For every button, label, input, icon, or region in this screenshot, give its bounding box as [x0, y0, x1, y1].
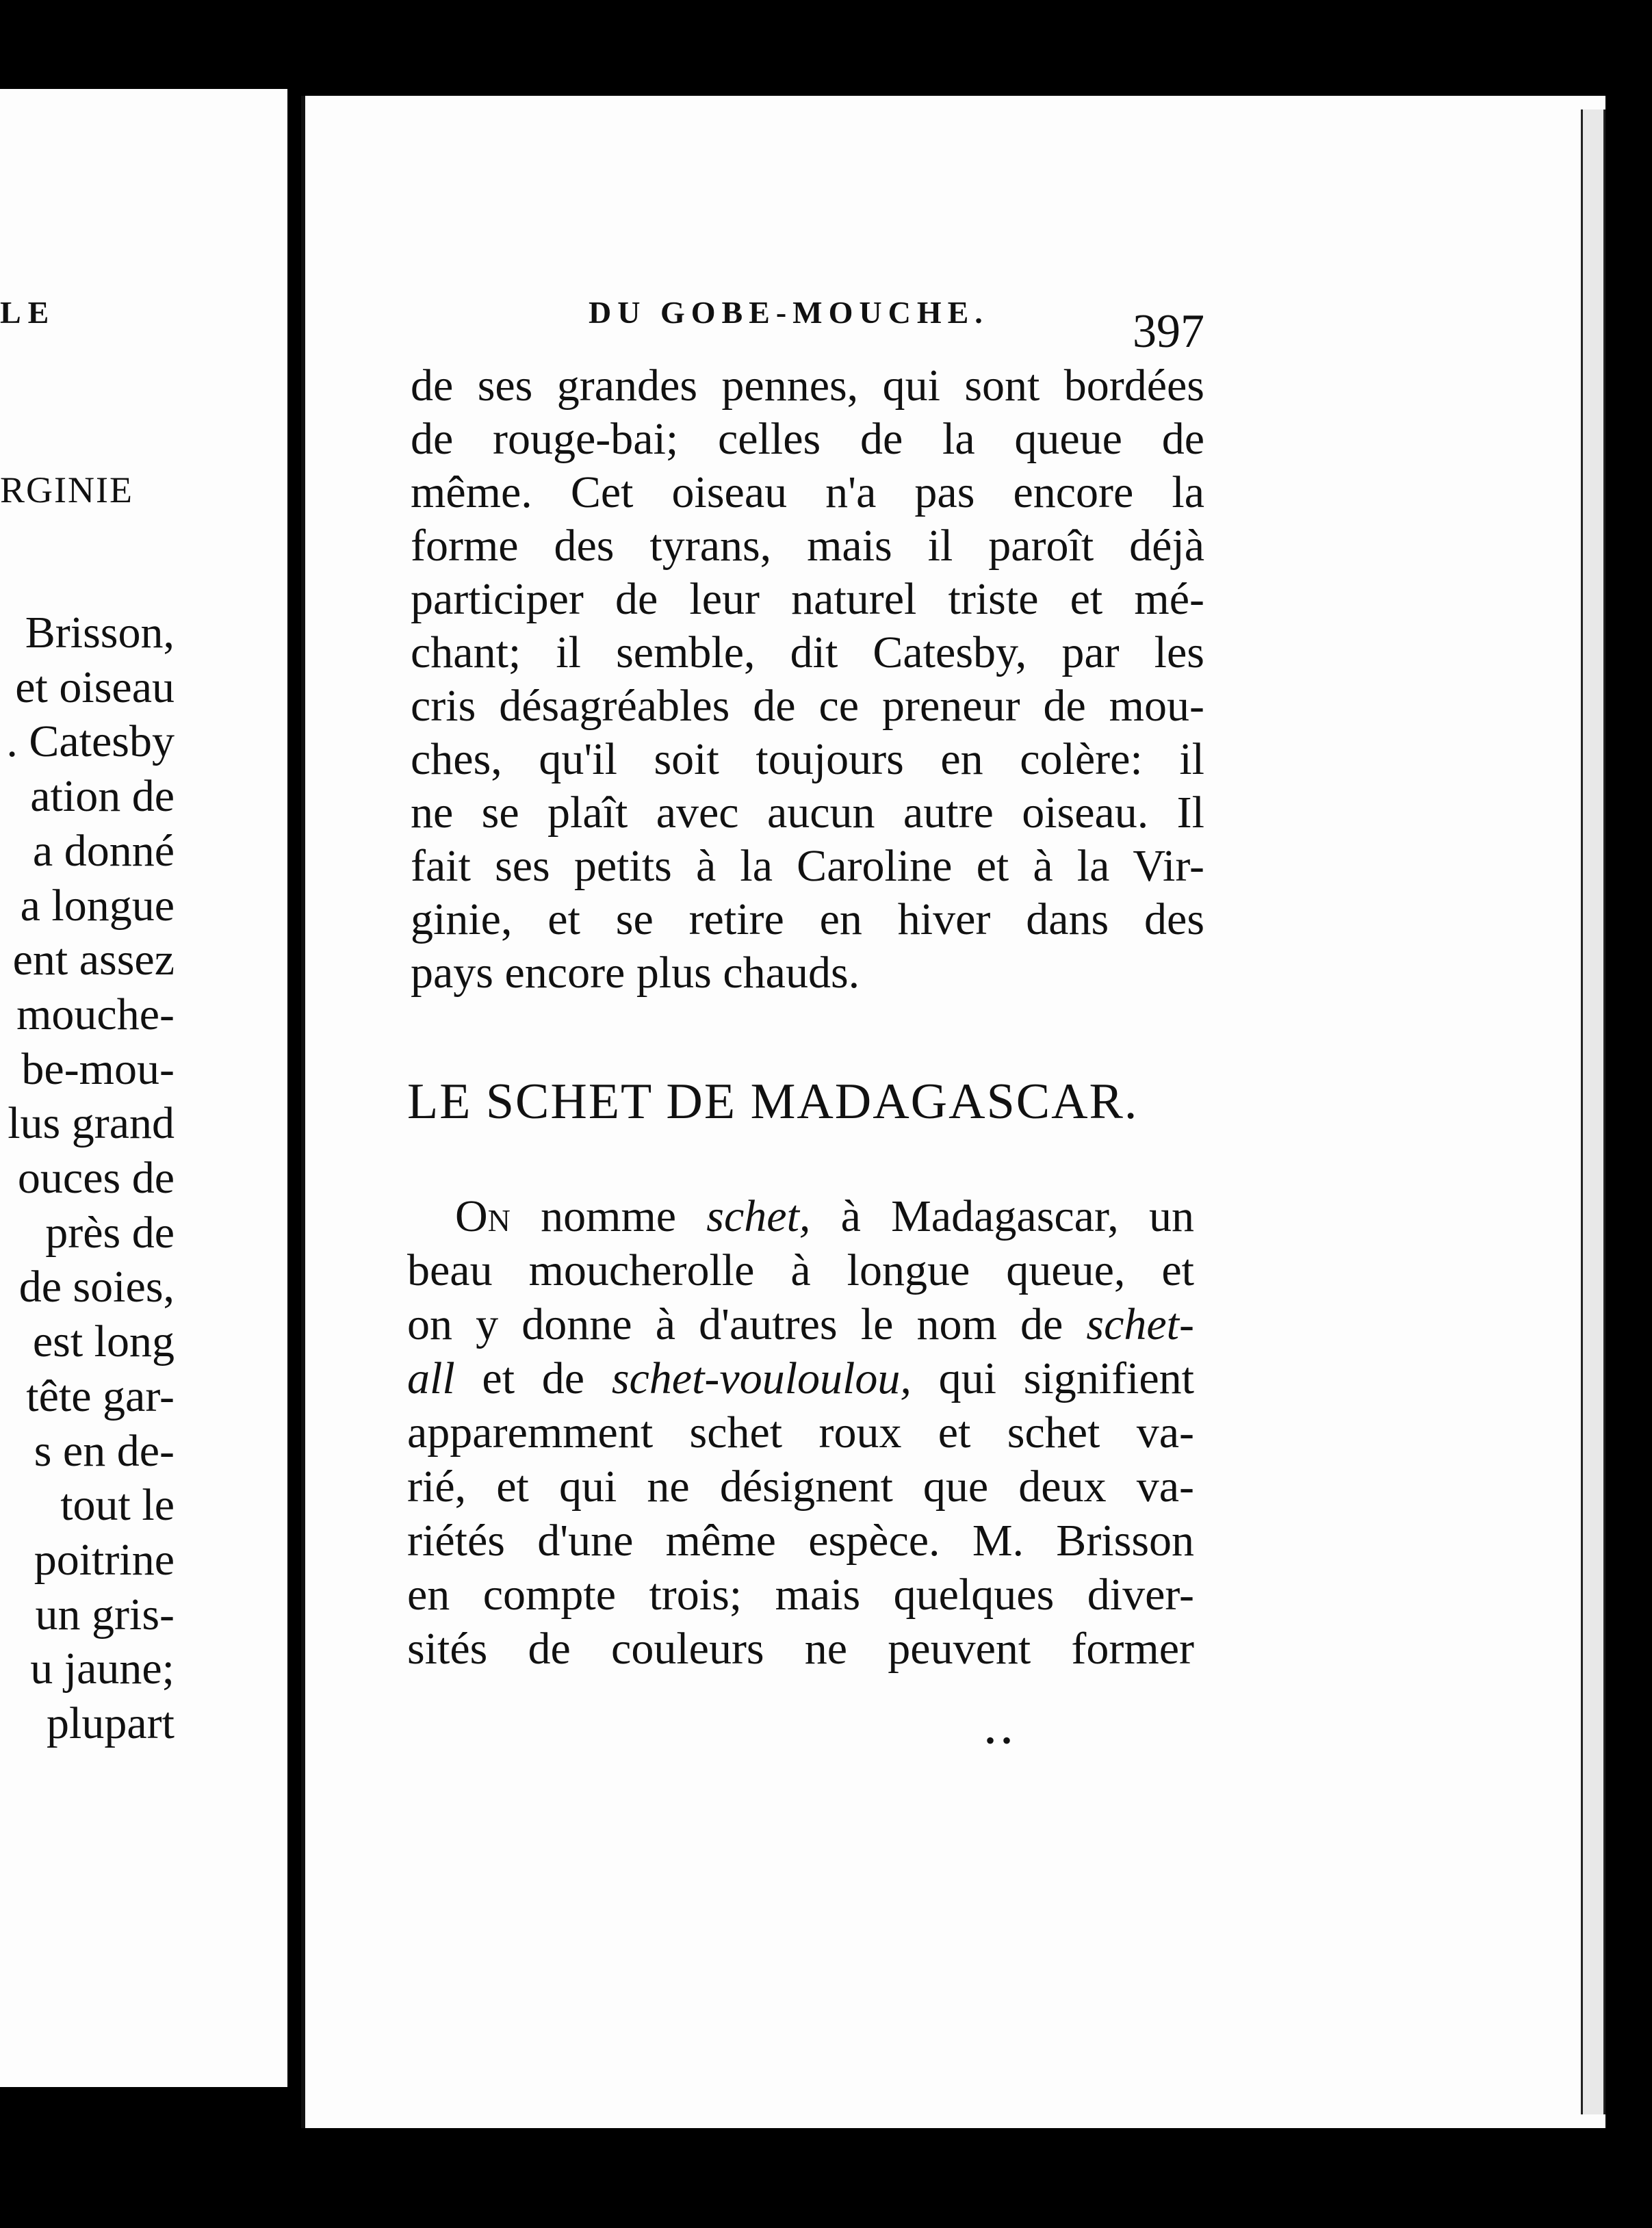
- text-line: participer de leur naturel triste et mé-: [411, 574, 1204, 624]
- text-line: lus grand: [8, 1098, 175, 1149]
- left-running-head: LE: [0, 295, 56, 330]
- text-line: pays encore plus chauds.: [411, 948, 860, 998]
- text-line: de soies,: [18, 1262, 175, 1312]
- text-line: tête gar-: [26, 1371, 175, 1421]
- drop-word: On: [455, 1191, 511, 1241]
- text-line: beau moucherolle à longue queue, et: [407, 1245, 1194, 1295]
- italic-term: schet,: [706, 1191, 811, 1241]
- text-line: sités de couleurs ne peuvent former: [407, 1624, 1194, 1674]
- text-line: près de: [45, 1207, 175, 1258]
- left-text-block: [6, 606, 175, 1751]
- text-line: poitrine: [34, 1534, 175, 1585]
- text-line: ginie, et se retire en hiver dans des: [411, 894, 1204, 944]
- text-line: rié, et qui ne désignent que deux va-: [407, 1462, 1194, 1512]
- text-line: a donné: [32, 825, 175, 876]
- text-line: . Catesby: [6, 716, 175, 767]
- text-run: à Madagascar, un: [810, 1191, 1195, 1241]
- text-line: ent assez: [12, 935, 175, 985]
- text-line: be-mou-: [21, 1044, 175, 1094]
- text-line: et oiseau: [15, 662, 175, 712]
- section-heading: LE SCHET DE MADAGASCAR.: [407, 1074, 1139, 1130]
- text-line: ches, qu'il soit toujours en colère: il: [411, 734, 1204, 784]
- text-line: en compte trois; mais quelques diver-: [407, 1570, 1194, 1620]
- text-line: de rouge-bai; celles de la queue de: [411, 414, 1204, 464]
- italic-term: all: [407, 1353, 455, 1403]
- text-line: de ses grandes pennes, qui sont bordées: [411, 361, 1204, 411]
- text-line: fait ses petits à la Caroline et à la Vir-: [411, 841, 1204, 891]
- page-number: 397: [1133, 305, 1204, 358]
- signature-mark: • •: [985, 1725, 1012, 1756]
- italic-term: schet-: [1086, 1299, 1194, 1349]
- text-run: qui signifient: [911, 1353, 1194, 1403]
- text-line: ouces de: [17, 1153, 175, 1204]
- text-line: cris désagréables de ce preneur de mou-: [411, 681, 1204, 731]
- text-line: tout le: [60, 1480, 175, 1531]
- text-line: a longue: [20, 880, 175, 931]
- text-line: est long: [32, 1317, 175, 1367]
- text-line: chant; il semble, dit Catesby, par les: [411, 627, 1204, 677]
- text-line: [407, 1351, 1194, 1406]
- italic-term: schet-vouloulou,: [611, 1353, 912, 1403]
- text-line: ation de: [30, 771, 175, 822]
- text-run: et de: [454, 1353, 612, 1403]
- text-line: apparemment schet roux et schet va-: [407, 1408, 1194, 1458]
- text-line: même. Cet oiseau n'a pas encore la: [411, 467, 1204, 517]
- running-head: DU GOBE-MOUCHE.: [589, 295, 989, 330]
- left-page: [0, 89, 294, 2087]
- text-line: ne se plaît avec aucun autre oiseau. Il: [411, 788, 1204, 838]
- paragraph-1: [411, 359, 1204, 1000]
- text-run: on y donne à d'autres le nom de: [407, 1299, 1087, 1349]
- text-line: plupart: [47, 1698, 175, 1749]
- text-line: un gris-: [35, 1589, 175, 1640]
- text-line: u jaune;: [30, 1644, 175, 1694]
- text-line: forme des tyrans, mais il paroît déjà: [411, 521, 1204, 571]
- text-line: Brisson,: [25, 608, 175, 658]
- text-line: s en de-: [34, 1425, 175, 1476]
- text-run: nomme: [510, 1191, 707, 1241]
- left-section-heading: RGINIE: [0, 469, 133, 510]
- paragraph-2: [407, 1189, 1194, 1676]
- page-edge: [1581, 109, 1605, 2114]
- text-line: [407, 1297, 1194, 1351]
- text-line: mouche-: [16, 989, 175, 1039]
- text-line: [407, 1189, 1194, 1243]
- text-line: riétés d'une même espèce. M. Brisson: [407, 1516, 1194, 1566]
